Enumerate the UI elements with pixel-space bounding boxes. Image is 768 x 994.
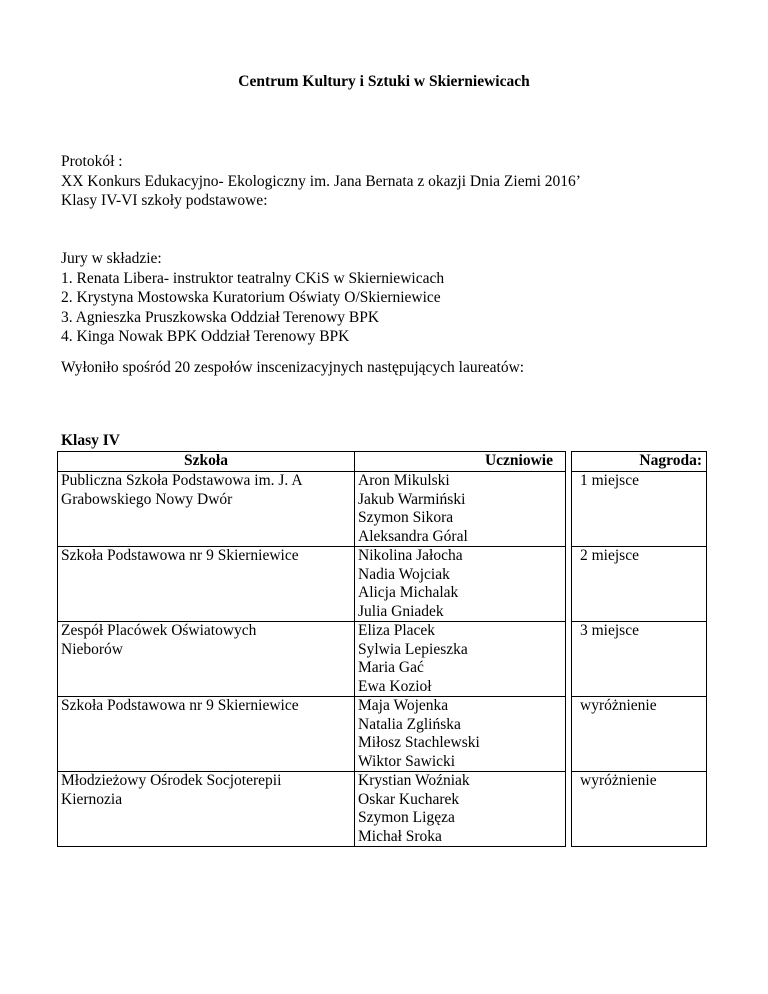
- protocol-line: Protokół :: [61, 153, 123, 170]
- award-cell: 3 miejsce: [572, 622, 707, 697]
- student-name: Krystian Woźniak: [358, 772, 470, 789]
- students-cell: [355, 772, 566, 847]
- school-name-line: Szkoła Podstawowa nr 9 Skierniewice: [61, 697, 299, 714]
- school-cell: [58, 547, 355, 622]
- intro-text: Wyłoniło spośród 20 zespołów inscenizacyjnych następujących laureatów:: [61, 359, 525, 376]
- students-cell: [355, 622, 566, 697]
- school-name-line: Szkoła Podstawowa nr 9 Skierniewice: [61, 547, 299, 564]
- results-body: [58, 472, 707, 847]
- student-name: Wiktor Sawicki: [358, 752, 456, 770]
- protocol-line: XX Konkurs Edukacyjno- Ekologiczny im. Jana Bernata z okazji Dnia Ziemi 2016’: [61, 172, 581, 190]
- school-cell: [58, 472, 355, 547]
- student-name: Sylwia Lepieszka: [358, 640, 468, 658]
- student-name: Natalia Zglińska: [358, 715, 461, 733]
- column-header-students: Uczniowie: [355, 452, 566, 472]
- award-cell: 1 miejsce: [572, 472, 707, 547]
- student-name: Szymon Sikora: [358, 509, 454, 526]
- students-cell: [355, 547, 566, 622]
- protocol-line: Klasy IV-VI szkoły podstawowe:: [61, 192, 268, 209]
- jury-block: [61, 249, 444, 347]
- table-row: [58, 772, 707, 847]
- award-cell: 2 miejsce: [572, 547, 707, 622]
- student-name: Szymon Ligęza: [358, 809, 455, 826]
- jury-member: 1. Renata Libera- instruktor teatralny CKiS w Skierniewicach: [61, 269, 445, 287]
- student-name: Miłosz Stachlewski: [358, 734, 480, 751]
- school-name-line: Kiernozia: [61, 790, 123, 808]
- award-cell: wyróżnienie: [572, 697, 707, 772]
- jury-member: 3. Agnieszka Pruszkowska Oddział Terenowy BPK: [61, 308, 380, 326]
- student-name: Nikolina Jałocha: [358, 547, 463, 564]
- school-name-line: Publiczna Szkoła Podstawowa im. J. A: [61, 472, 303, 489]
- student-name: Michał Sroka: [358, 827, 442, 845]
- table-header-row: [58, 452, 707, 472]
- column-header-school: Szkoła: [58, 452, 355, 472]
- results-table: [57, 451, 707, 847]
- school-name-line: Nieborów: [61, 640, 123, 658]
- table-row: [58, 622, 707, 697]
- student-name: Aleksandra Góral: [358, 527, 468, 545]
- students-cell: [355, 697, 566, 772]
- student-name: Eliza Placek: [358, 622, 436, 639]
- table-row: [58, 472, 707, 547]
- table-row: [58, 697, 707, 772]
- student-name: Alicja Michalak: [358, 584, 459, 601]
- students-cell: [355, 472, 566, 547]
- jury-member: 2. Krystyna Mostowska Kuratorium Oświaty O/Skierniewice: [61, 289, 441, 306]
- jury-member: 4. Kinga Nowak BPK Oddział Terenowy BPK: [61, 328, 350, 345]
- student-name: Maja Wojenka: [358, 697, 449, 714]
- school-name-line: Grabowskiego Nowy Dwór: [61, 490, 233, 508]
- student-name: Nadia Wojciak: [358, 565, 450, 583]
- school-name-line: Zespół Placówek Oświatowych: [61, 622, 257, 639]
- school-cell: [58, 772, 355, 847]
- student-name: Aron Mikulski: [358, 472, 450, 489]
- school-name-line: Młodzieżowy Ośrodek Socjoterepii: [61, 772, 282, 789]
- class-heading: Klasy IV: [61, 432, 120, 449]
- student-name: Jakub Warmiński: [358, 490, 466, 508]
- award-cell: wyróżnienie: [572, 772, 707, 847]
- school-cell: [58, 622, 355, 697]
- student-name: Maria Gać: [358, 659, 424, 676]
- table-row: [58, 547, 707, 622]
- column-header-award: Nagroda:: [572, 452, 707, 472]
- student-name: Oskar Kucharek: [358, 790, 460, 808]
- school-cell: [58, 697, 355, 772]
- student-name: Julia Gniadek: [358, 602, 444, 620]
- document-title: Centrum Kultury i Sztuki w Skierniewicach: [238, 73, 530, 90]
- jury-heading: Jury w składzie:: [61, 250, 162, 267]
- protocol-block: [61, 152, 581, 211]
- student-name: Ewa Kozioł: [358, 677, 432, 695]
